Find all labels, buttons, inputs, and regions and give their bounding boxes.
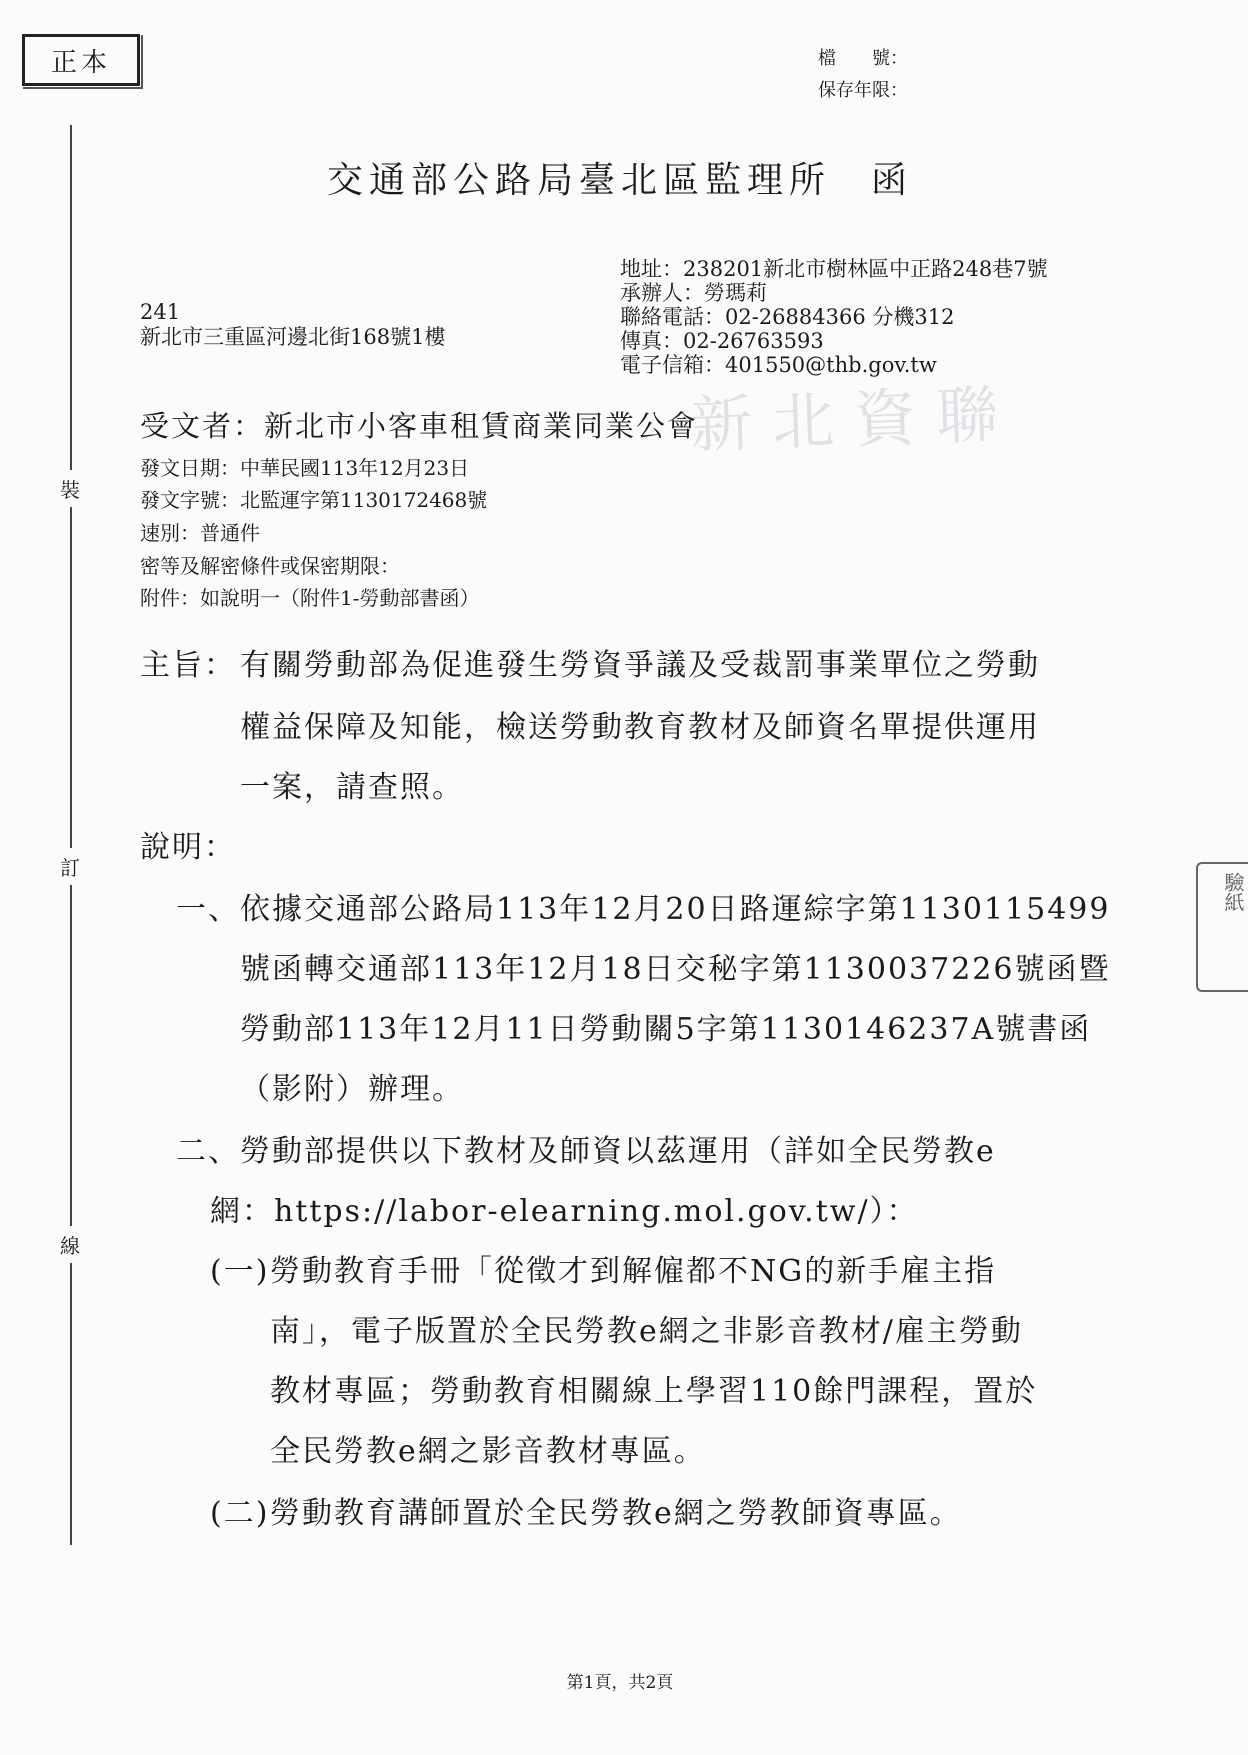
sender-email: 電子信箱：401550@thb.gov.tw: [620, 353, 937, 377]
file-number-field: 檔 號：: [818, 48, 908, 69]
document-number: 發文字號：北監運字第1130172468號: [140, 488, 488, 512]
issue-date: 發文日期：中華民國113年12月23日: [140, 456, 470, 480]
original-copy-label: 正本: [50, 47, 111, 78]
binding-margin-line: [70, 125, 72, 1545]
binding-mark-ding: 訂: [60, 848, 80, 885]
sender-phone: 聯絡電話：02-26884366 分機312: [620, 305, 955, 329]
recipient-postcode: 241: [140, 300, 181, 324]
subject-line: 有關勞動部為促進發生勞資爭議及受裁罰事業單位之勞動: [240, 648, 1040, 683]
sender-address: 地址：238201新北市樹林區中正路248巷7號: [620, 257, 1048, 281]
attachment-info: 附件：如說明一（附件1-勞動部書函）: [140, 586, 480, 610]
item-line: （影附）辦理。: [240, 1072, 464, 1107]
sender-fax: 傳真：02-26763593: [620, 329, 824, 353]
subject-line: 權益保障及知能，檢送勞動教育教材及師資名單提供運用: [240, 710, 1040, 745]
doc-type: 函: [871, 160, 914, 201]
subject-label: 主旨：: [140, 648, 236, 683]
sub-item-marker: (二): [210, 1496, 270, 1531]
item-marker: 二、: [176, 1134, 240, 1169]
faint-seal-stamp: 新北資聯: [689, 377, 1020, 462]
sub-item-marker: (一): [210, 1254, 270, 1289]
sender-handler: 承辦人：勞瑪莉: [620, 281, 767, 305]
agency-name: 交通部公路局臺北區監理所: [326, 160, 831, 201]
page-number-footer: 第1頁，共2頁: [566, 1673, 674, 1693]
side-verification-stamp: 驗紙: [1196, 862, 1248, 992]
retention-period-field: 保存年限：: [818, 80, 908, 101]
item-line: 勞動部113年12月11日勞動關5字第1130146237A號書函: [240, 1012, 1092, 1047]
sub-item-line: 教材專區；勞動教育相關線上學習110餘門課程，置於: [270, 1374, 1038, 1409]
recipient-line: 受文者：新北市小客車租賃商業同業公會: [140, 409, 699, 443]
document-title: [0, 152, 1240, 203]
secrecy-level: 密等及解密條件或保密期限：: [140, 554, 400, 578]
binding-mark-xian: 線: [60, 1226, 80, 1263]
sub-item-line: 全民勞教e網之影音教材專區。: [270, 1434, 706, 1469]
item-line: 網：https://labor-elearning.mol.gov.tw/）：: [210, 1194, 919, 1229]
subject-line: 一案，請查照。: [240, 770, 464, 805]
item-marker: 一、: [176, 892, 240, 927]
delivery-speed: 速別：普通件: [140, 521, 260, 545]
sub-item-line: 南」，電子版置於全民勞教e網之非影音教材/雇主勞動: [270, 1314, 1023, 1349]
explanation-label: 說明：: [140, 830, 236, 865]
sub-item-line: 勞動教育講師置於全民勞教e網之勞教師資專區。: [270, 1496, 962, 1531]
recipient-street: 新北市三重區河邊北街168號1樓: [140, 325, 446, 349]
original-copy-stamp: [22, 34, 140, 86]
sub-item-line: 勞動教育手冊「從徵才到解僱都不NG的新手雇主指: [270, 1254, 997, 1289]
item-line: 勞動部提供以下教材及師資以茲運用（詳如全民勞教e: [240, 1134, 996, 1169]
item-line: 號函轉交通部113年12月18日交秘字第1130037226號函暨: [240, 952, 1111, 987]
item-line: 依據交通部公路局113年12月20日路運綜字第1130115499: [240, 892, 1111, 927]
binding-mark-zhuang: 裝: [60, 470, 80, 507]
